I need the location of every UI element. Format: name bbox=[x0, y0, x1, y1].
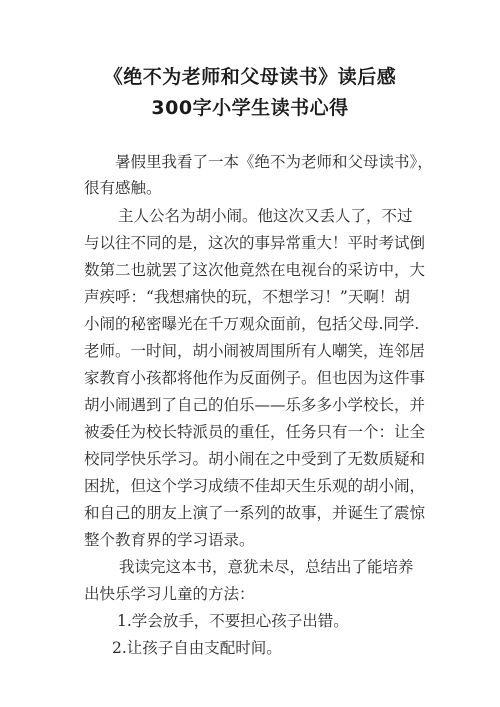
paragraph-2-line-11: 困扰，但这个学习成绩不佳却天生乐观的胡小闹， bbox=[84, 477, 426, 495]
list-item-1: 1.学会放手，不要担心孩子出错。 bbox=[117, 612, 349, 630]
title-line-2: 300字小学生读书心得 bbox=[151, 97, 349, 119]
paragraph-2-line-10: 校同学快乐学习。胡小闹在之中受到了无数质疑和 bbox=[84, 450, 426, 468]
paragraph-2-line-9: 被委任为校长特派员的重任，任务只有一个：让全 bbox=[84, 423, 426, 441]
paragraph-2-line-8: 胡小闹遇到了自己的伯乐——乐多多小学校长，并 bbox=[84, 396, 426, 414]
paragraph-2-line-6: 老师。一时间，胡小闹被周围所有人嘲笑，连邻居 bbox=[84, 342, 426, 360]
paragraph-3-line-2: 出快乐学习儿童的方法： bbox=[84, 585, 255, 603]
paragraph-2-line-7: 家教育小孩都将他作为反面例子。但也因为这件事 bbox=[84, 369, 426, 387]
paragraph-2-line-13: 整个教育界的学习语录。 bbox=[84, 531, 255, 549]
paragraph-2-line-12: 和自己的朋友上演了一系列的故事，并诞生了震惊 bbox=[84, 504, 426, 522]
paragraph-3-line-1: 我读完这本书，意犹未尽，总结出了能培养 bbox=[119, 558, 414, 576]
paragraph-2-line-5: 小闹的秘密曝光在千万观众面前，包括父母.同学. bbox=[84, 315, 420, 333]
title-line-1: 《绝不为老师和父母读书》读后感 bbox=[103, 66, 397, 88]
paragraph-1-line-1: 暑假里我看了一本《绝不为老师和父母读书》， bbox=[115, 153, 433, 171]
paragraph-2-line-1: 主人公名为胡小闹。他这次又丢人了，不过 bbox=[118, 207, 413, 225]
paragraph-1-line-2: 很有感触。 bbox=[84, 179, 162, 197]
list-item-2: 2.让孩子自由支配时间。 bbox=[112, 639, 282, 657]
paragraph-2-line-3: 数第二也就罢了这次他竟然在电视台的采访中，大 bbox=[84, 261, 426, 279]
paragraph-2-line-4: 声疾呼：“我想痛快的玩，不想学习！”天啊！胡 bbox=[84, 288, 410, 306]
paragraph-2-line-2: 与以往不同的是，这次的事异常重大！平时考试倒 bbox=[84, 234, 426, 252]
